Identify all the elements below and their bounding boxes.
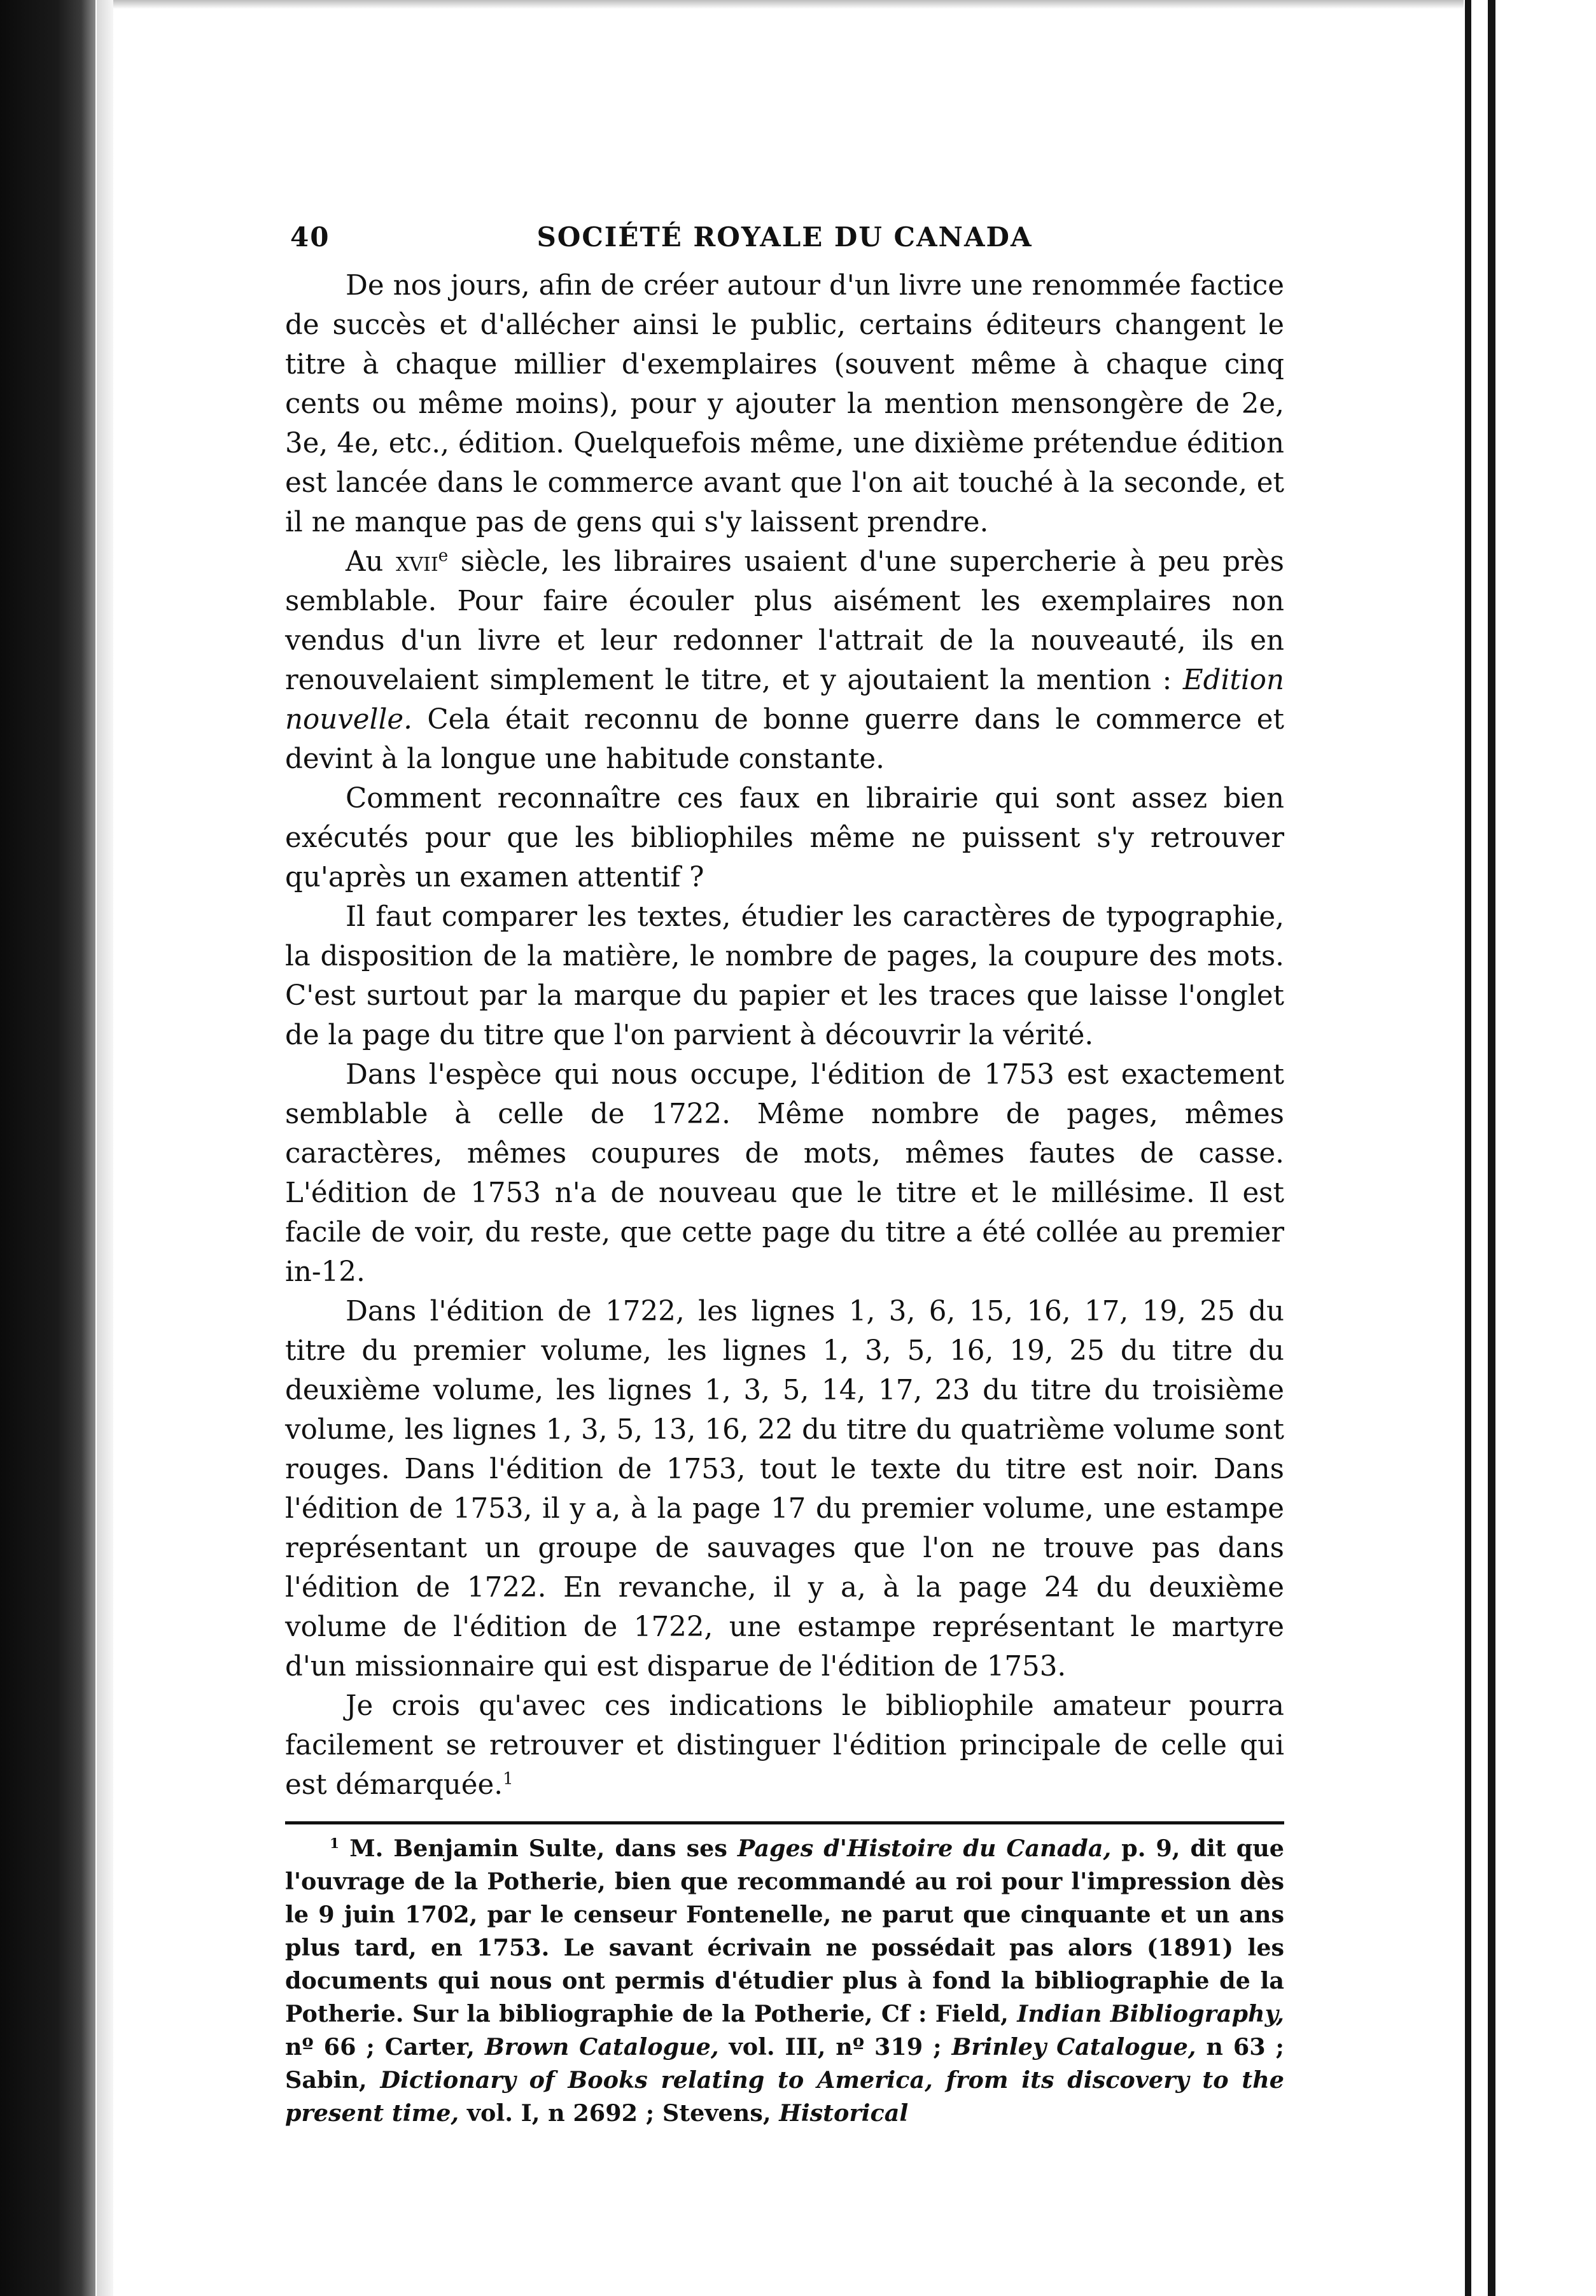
paragraph-2: Au xvii$^e$ siècle, les libraires usaient d'une supercherie à peu près semblable. Pour faire écouler plus aisément les exemplaires non vendus d'un livre et leur redonner l'attrait de la nouveauté, ils en renouvelaient simplement le titre, et y ajoutaient la mention : Edition nouvelle. Cela était reconnu de bonne guerre dans le commerce et devint à la longue une habitude constante. [285, 546, 1284, 775]
scan-right-margin [1464, 0, 1596, 2296]
footnote-reference[interactable]: 1 [503, 1769, 514, 1789]
paragraph-1: De nos jours, afin de créer autour d'un livre une renommée factice de succès et d'allécher ainsi le public, certains éditeurs changent le titre à chaque millier d'exemplaires (souvent même à chaque cinq cents ou même moins), pour y ajouter la mention mensongère de 2e, 3e, 4e, etc., édition. Quelquefois même, une dixième prétendue édition est lancée dans le commerce avant que l'on ait touché à la seconde, et il ne manque pas de gens qui s'y laissent prendre. [285, 270, 1284, 538]
paragraph-4: Il faut comparer les textes, étudier les caractères de typographie, la disposition de la matière, le nombre de pages, la coupure des mots. C'est surtout par la marque du papier et les traces que laisse l'onglet de la page du titre que l'on parvient à découvrir la vérité. [285, 901, 1284, 1051]
footnotes [285, 1832, 1284, 2130]
footnote-marker: 1 [330, 1835, 340, 1852]
paragraph-7: Je crois qu'avec ces indications le bibliophile amateur pourra facilement se retrouver et distinguer l'édition principale de celle qui est démarquée.$^1$ [285, 1690, 1284, 1801]
scan-right-border-outer [1488, 0, 1495, 2296]
scan-top-edge [113, 0, 1465, 9]
body-text [285, 266, 1284, 1805]
scan-left-edge [97, 0, 113, 2296]
scan-left-margin [0, 0, 95, 2296]
footnote-rule [285, 1821, 1284, 1824]
paragraph-3: Comment reconnaître ces faux en librairie qui sont assez bien exécutés pour que les bibliophiles même ne puissent s'y retrouver qu'après un examen attentif ? [285, 783, 1284, 893]
paragraph-6: Dans l'édition de 1722, les lignes 1, 3, 6, 15, 16, 17, 19, 25 du titre du premier volume, les lignes 1, 3, 5, 16, 19, 25 du titre du deuxième volume, les lignes 1, 3, 5, 14, 17, 23 du titre du troisième volume, les lignes 1, 3, 5, 13, 16, 22 du titre du quatrième volume sont rouges. Dans l'édition de 1753, tout le texte du titre est noir. Dans l'édition de 1753, il y a, à la page 17 du premier volume, une estampe représentant un groupe de sauvages que l'on ne trouve pas dans l'édition de 1722. En revanche, il y a, à la page 24 du deuxième volume de l'édition de 1722, une estampe représentant le martyre d'un missionnaire qui est disparue de l'édition de 1753. [285, 1296, 1284, 1683]
scan-right-border [1465, 0, 1471, 2296]
page-number: 40 [290, 221, 330, 253]
footnote-1: $^1$ M. Benjamin Sulte, dans ses Pages d'Histoire du Canada, p. 9, dit que l'ouvrage de la Potherie, bien que recommandé au roi pour l'impression dès le 9 juin 1702, par le censeur Fontenelle, ne parut que cinquante et un ans plus tard, en 1753. Le savant écrivain ne possédait pas alors (1891) les documents qui nous ont permis d'étudier plus à fond la bibliographie de la Potherie. Sur la bibliographie de la Potherie, Cf : Field, Indian Bibliography, nº 66 ; Carter, Brown Catalogue, vol. III, nº 319 ; Brinley Catalogue, n 63 ; Sabin, Dictionary of Books relating to America, from its discovery to the present time, vol. I, n 2692 ; Stevens, Historical [285, 1835, 1284, 2127]
running-head [285, 221, 1284, 266]
page [285, 221, 1284, 2130]
running-title: SOCIÉTÉ ROYALE DU CANADA [536, 221, 1033, 253]
paragraph-5: Dans l'espèce qui nous occupe, l'édition de 1753 est exactement semblable à celle de 1722. Même nombre de pages, mêmes caractères, mêmes coupures de mots, mêmes fautes de casse. L'édition de 1753 n'a de nouveau que le titre et le millésime. Il est facile de voir, du reste, que cette page du titre a été collée au premier in-12. [285, 1059, 1284, 1288]
